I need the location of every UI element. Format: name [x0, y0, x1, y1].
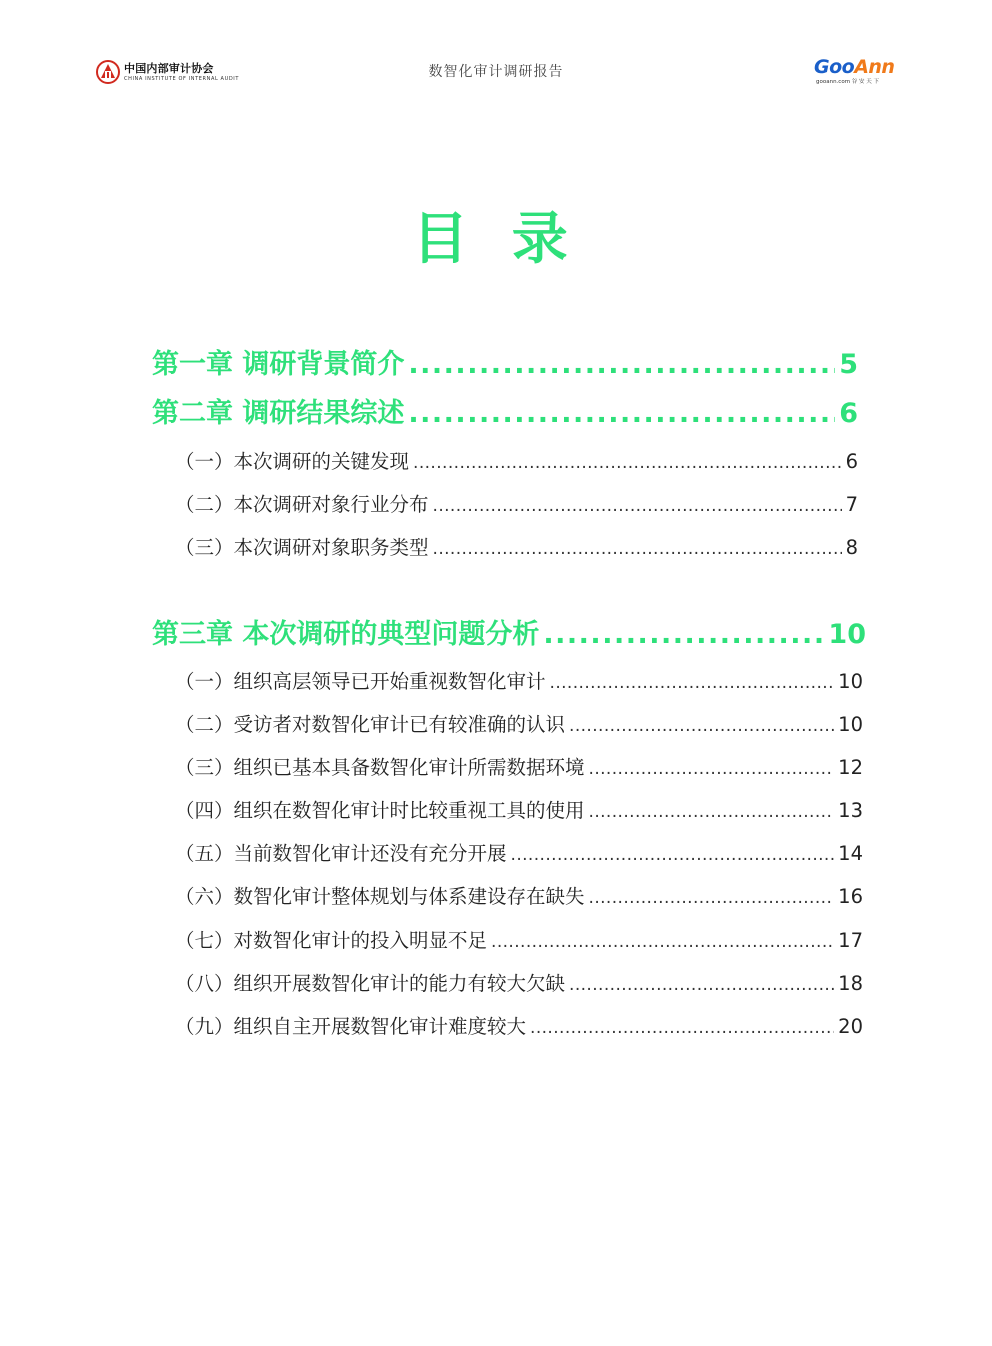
- toc-section[interactable]: [175, 970, 863, 998]
- toc-section-label: （七）对数智化审计的投入明显不足: [175, 929, 488, 952]
- toc-section-label: （三）组织已基本具备数智化审计所需数据环境: [175, 756, 585, 779]
- toc-section[interactable]: [175, 711, 863, 739]
- toc-leader-dots: [511, 841, 835, 869]
- toc-leader-dots: [543, 617, 824, 653]
- toc-chapter-2[interactable]: [152, 396, 858, 432]
- toc-section-label: （一）组织高层领导已开始重视数智化审计: [175, 670, 546, 693]
- toc-section[interactable]: [175, 927, 863, 955]
- ciia-name-en: CHINA INSTITUTE OF INTERNAL AUDIT: [124, 75, 240, 82]
- toc-page-number: 8: [845, 536, 858, 559]
- gooann-logo-part1: Goo: [814, 56, 855, 78]
- toc-section[interactable]: [175, 840, 863, 868]
- toc-leader-dots: [433, 535, 842, 563]
- toc-section[interactable]: [175, 797, 863, 825]
- toc-section[interactable]: [175, 448, 858, 476]
- toc-leader-dots: [569, 712, 834, 740]
- gooann-logo: [814, 56, 898, 86]
- toc-page-number: 10: [838, 670, 863, 693]
- toc-section[interactable]: [175, 1013, 863, 1041]
- toc-section-label: （二）受访者对数智化审计已有较准确的认识: [175, 713, 566, 736]
- toc-page-number: 18: [838, 972, 863, 995]
- toc-page-number: 6: [845, 450, 858, 473]
- toc-section-label: （六）数智化审计整体规划与体系建设存在缺失: [175, 885, 585, 908]
- gooann-logo-subtitle: gooann.com 谷 安 天 下: [816, 79, 880, 85]
- toc-chapter-label: 第三章 本次调研的典型问题分析: [152, 619, 540, 650]
- toc-page-number: 16: [838, 885, 863, 908]
- toc-section-label: （八）组织开展数智化审计的能力有较大欠缺: [175, 972, 566, 995]
- toc-section[interactable]: [175, 754, 863, 782]
- toc-page-number: 7: [845, 493, 858, 516]
- toc-section[interactable]: [175, 491, 858, 519]
- toc-section[interactable]: [175, 534, 858, 562]
- page-header: [0, 0, 992, 110]
- toc-section-label: （五）当前数智化审计还没有充分开展: [175, 842, 507, 865]
- toc-leader-dots: [569, 971, 834, 999]
- toc-section[interactable]: [175, 668, 863, 696]
- toc-page-number: 6: [839, 398, 858, 429]
- toc-chapter-label: 第一章 调研背景简介: [152, 349, 405, 380]
- toc-page-number: 10: [828, 619, 866, 650]
- toc-leader-dots: [589, 798, 835, 826]
- toc-leader-dots: [408, 347, 835, 383]
- toc-chapter-1[interactable]: [152, 347, 858, 383]
- toc-chapter-label: 第二章 调研结果综述: [152, 398, 405, 429]
- toc-section-label: （一）本次调研的关键发现: [175, 450, 410, 473]
- toc-section-label: （二）本次调研对象行业分布: [175, 493, 429, 516]
- toc-leader-dots: [589, 884, 835, 912]
- ciia-name-cn: 中国内部审计协会: [124, 61, 214, 75]
- toc-section-label: （三）本次调研对象职务类型: [175, 536, 429, 559]
- toc-leader-dots: [433, 492, 842, 520]
- toc-page-number: 14: [838, 842, 863, 865]
- gooann-logo-part2: Ann: [854, 56, 895, 78]
- toc-chapter-3[interactable]: [152, 617, 866, 653]
- toc-page-number: 17: [838, 929, 863, 952]
- toc-leader-dots: [589, 755, 835, 783]
- report-header-title: 数智化审计调研报告: [428, 64, 564, 80]
- toc-section-label: （九）组织自主开展数智化审计难度较大: [175, 1015, 527, 1038]
- toc-page-number: 12: [838, 756, 863, 779]
- toc-leader-dots: [530, 1014, 834, 1042]
- toc-section-label: （四）组织在数智化审计时比较重视工具的使用: [175, 799, 585, 822]
- toc-leader-dots: [550, 669, 835, 697]
- toc-page-number: 5: [839, 349, 858, 380]
- toc-page-number: 13: [838, 799, 863, 822]
- toc-page-number: 10: [838, 713, 863, 736]
- toc-title: 目 录: [412, 207, 580, 272]
- toc-leader-dots: [413, 449, 842, 477]
- toc-leader-dots: [491, 928, 834, 956]
- toc-leader-dots: [408, 396, 835, 432]
- toc-page-number: 20: [838, 1015, 863, 1038]
- toc-section[interactable]: [175, 883, 863, 911]
